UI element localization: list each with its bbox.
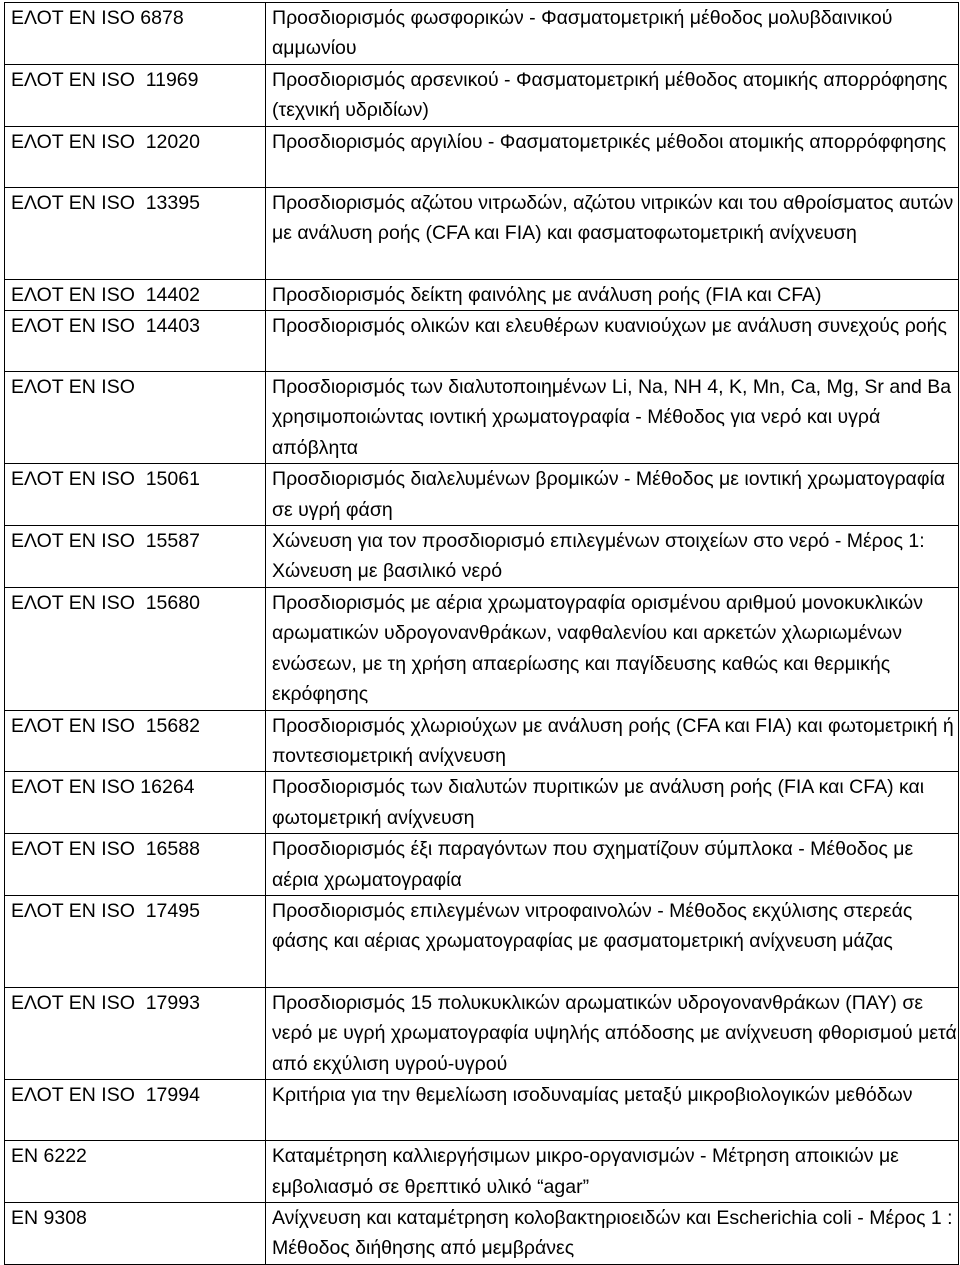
standard-description: Ανίχνευση και καταμέτρηση κολοβακτηριοειδών και Escherichia coli - Μέρος 1 : Μέθοδος διήθησης από μεμβράνες bbox=[266, 1202, 959, 1264]
table-row bbox=[5, 1080, 959, 1141]
standard-description: Κριτήρια για την θεμελίωση ισοδυναμίας μεταξύ μικροβιολογικών μεθόδων bbox=[266, 1080, 959, 1141]
table-row bbox=[5, 372, 959, 464]
standard-description: Χώνευση για τον προσδιορισμό επιλεγμένων στοιχείων στο νερό - Μέρος 1: Χώνευση με βασιλικό νερό bbox=[266, 526, 959, 588]
table-row bbox=[5, 1141, 959, 1203]
table-row bbox=[5, 526, 959, 588]
standard-description: Προσδιορισμός αρσενικού - Φασματομετρική μέθοδος ατομικής απορρόφησης (τεχνική υδριδίων) bbox=[266, 64, 959, 126]
standard-code: ΕΛΟΤ ΕΝ ISO 17994 bbox=[5, 1080, 266, 1141]
table-row bbox=[5, 311, 959, 372]
standard-description: Προσδιορισμός αργιλίου - Φασματομετρικές μέθοδοι ατομικής απορρόφφησης bbox=[266, 126, 959, 187]
standard-description: Προσδιορισμός διαλελυμένων βρομικών - Μέθοδος με ιοντική χρωματογραφία σε υγρή φάση bbox=[266, 464, 959, 526]
standard-code: ΕΛΟΤ ΕΝ ISO 15680 bbox=[5, 587, 266, 710]
table-row bbox=[5, 772, 959, 834]
table-row bbox=[5, 3, 959, 65]
standard-code: ΕΛΟΤ ΕΝ ISO 17993 bbox=[5, 987, 266, 1079]
table-row bbox=[5, 464, 959, 526]
standard-code: ΕΛΟΤ ΕΝ ISO 17495 bbox=[5, 895, 266, 987]
standard-code: ΕΛΟΤ ΕΝ ISO 15587 bbox=[5, 526, 266, 588]
standards-table-body bbox=[5, 3, 959, 1265]
table-row bbox=[5, 710, 959, 772]
standard-code: ΕΛΟΤ ΕΝ ISO 11969 bbox=[5, 64, 266, 126]
standard-code: ΕΛΟΤ ΕΝ ISO 13395 bbox=[5, 187, 266, 279]
standard-code: ΕΛΟΤ ΕΝ ISO 15061 bbox=[5, 464, 266, 526]
standard-description: Προσδιορισμός δείκτη φαινόλης με ανάλυση ροής (FIA και CFA) bbox=[266, 279, 959, 310]
standard-code: ΕΛΟΤ ΕΝ ISO 12020 bbox=[5, 126, 266, 187]
standard-description: Προσδιορισμός με αέρια χρωματογραφία ορισμένου αριθμού μονοκυκλικών αρωματικών υδρογονανθράκων, ναφθαλενίου και αρκετών χλωριωμένων ενώσεων, με τη χρήση απαερίωσης και παγίδευσης καθώς και θερμικής εκρόφησης bbox=[266, 587, 959, 710]
standard-code: ΕΛΟΤ ΕΝ ISO 15682 bbox=[5, 710, 266, 772]
standard-code: ΕΝ 6222 bbox=[5, 1141, 266, 1203]
standard-description: Προσδιορισμός έξι παραγόντων που σχηματίζουν σύμπλοκα - Μέθοδος με αέρια χρωματογραφία bbox=[266, 834, 959, 896]
standard-code: ΕΛΟΤ ΕΝ ISO 16264 bbox=[5, 772, 266, 834]
table-row bbox=[5, 1202, 959, 1264]
standard-description: Προσδιορισμός φωσφορικών - Φασματομετρική μέθοδος μολυβδαινικού αμμωνίου bbox=[266, 3, 959, 65]
standard-description: Καταμέτρηση καλλιεργήσιμων μικρο-οργανισμών - Μέτρηση αποικιών με εμβολιασμό σε θρεπτικό υλικό “agar” bbox=[266, 1141, 959, 1203]
standard-description: Προσδιορισμός 15 πολυκυκλικών αρωματικών υδρογονανθράκων (ΠΑΥ) σε νερό με υγρή χρωματογραφία υψηλής απόδοσης με ανίχνευση φθορισμού μετά από εκχύλιση υγρού-υγρού bbox=[266, 987, 959, 1079]
table-row bbox=[5, 187, 959, 279]
standard-description: Προσδιορισμός ολικών και ελευθέρων κυανιούχων με ανάλυση συνεχούς ροής bbox=[266, 311, 959, 372]
table-row bbox=[5, 895, 959, 987]
standards-table bbox=[4, 2, 959, 1265]
table-row bbox=[5, 587, 959, 710]
standard-code: ΕΛΟΤ ΕΝ ISO bbox=[5, 372, 266, 464]
standard-description: Προσδιορισμός των διαλυτοποιημένων Li, Na, NH 4, K, Mn, Ca, Mg, Sr and Ba χρησιμοποιώντας ιοντική χρωματογραφία - Μέθοδος για νερό και υγρά απόβλητα bbox=[266, 372, 959, 464]
standard-code: ΕΛΟΤ ΕΝ ISO 14402 bbox=[5, 279, 266, 310]
table-row bbox=[5, 126, 959, 187]
table-row bbox=[5, 64, 959, 126]
table-row bbox=[5, 834, 959, 896]
table-row bbox=[5, 279, 959, 310]
table-row bbox=[5, 987, 959, 1079]
standard-code: ΕΛΟΤ ΕΝ ISO 6878 bbox=[5, 3, 266, 65]
standard-description: Προσδιορισμός των διαλυτών πυριτικών με ανάλυση ροής (FIA και CFA) και φωτομετρική ανίχνευση bbox=[266, 772, 959, 834]
standard-description: Προσδιορισμός αζώτου νιτρωδών, αζώτου νιτρικών και του αθροίσματος αυτών με ανάλυση ροής (CFA και FIA) και φασματοφωτομετρική ανίχνευση bbox=[266, 187, 959, 279]
standard-code: ΕΝ 9308 bbox=[5, 1202, 266, 1264]
standard-description: Προσδιορισμός χλωριούχων με ανάλυση ροής (CFA και FIA) και φωτομετρική ή ποντεσιομετρική ανίχνευση bbox=[266, 710, 959, 772]
standard-code: ΕΛΟΤ ΕΝ ISO 14403 bbox=[5, 311, 266, 372]
standard-code: ΕΛΟΤ ΕΝ ISO 16588 bbox=[5, 834, 266, 896]
standard-description: Προσδιορισμός επιλεγμένων νιτροφαινολών - Μέθοδος εκχύλισης στερεάς φάσης και αέριας χρωματογραφίας με φασματομετρική ανίχνευση μάζας bbox=[266, 895, 959, 987]
